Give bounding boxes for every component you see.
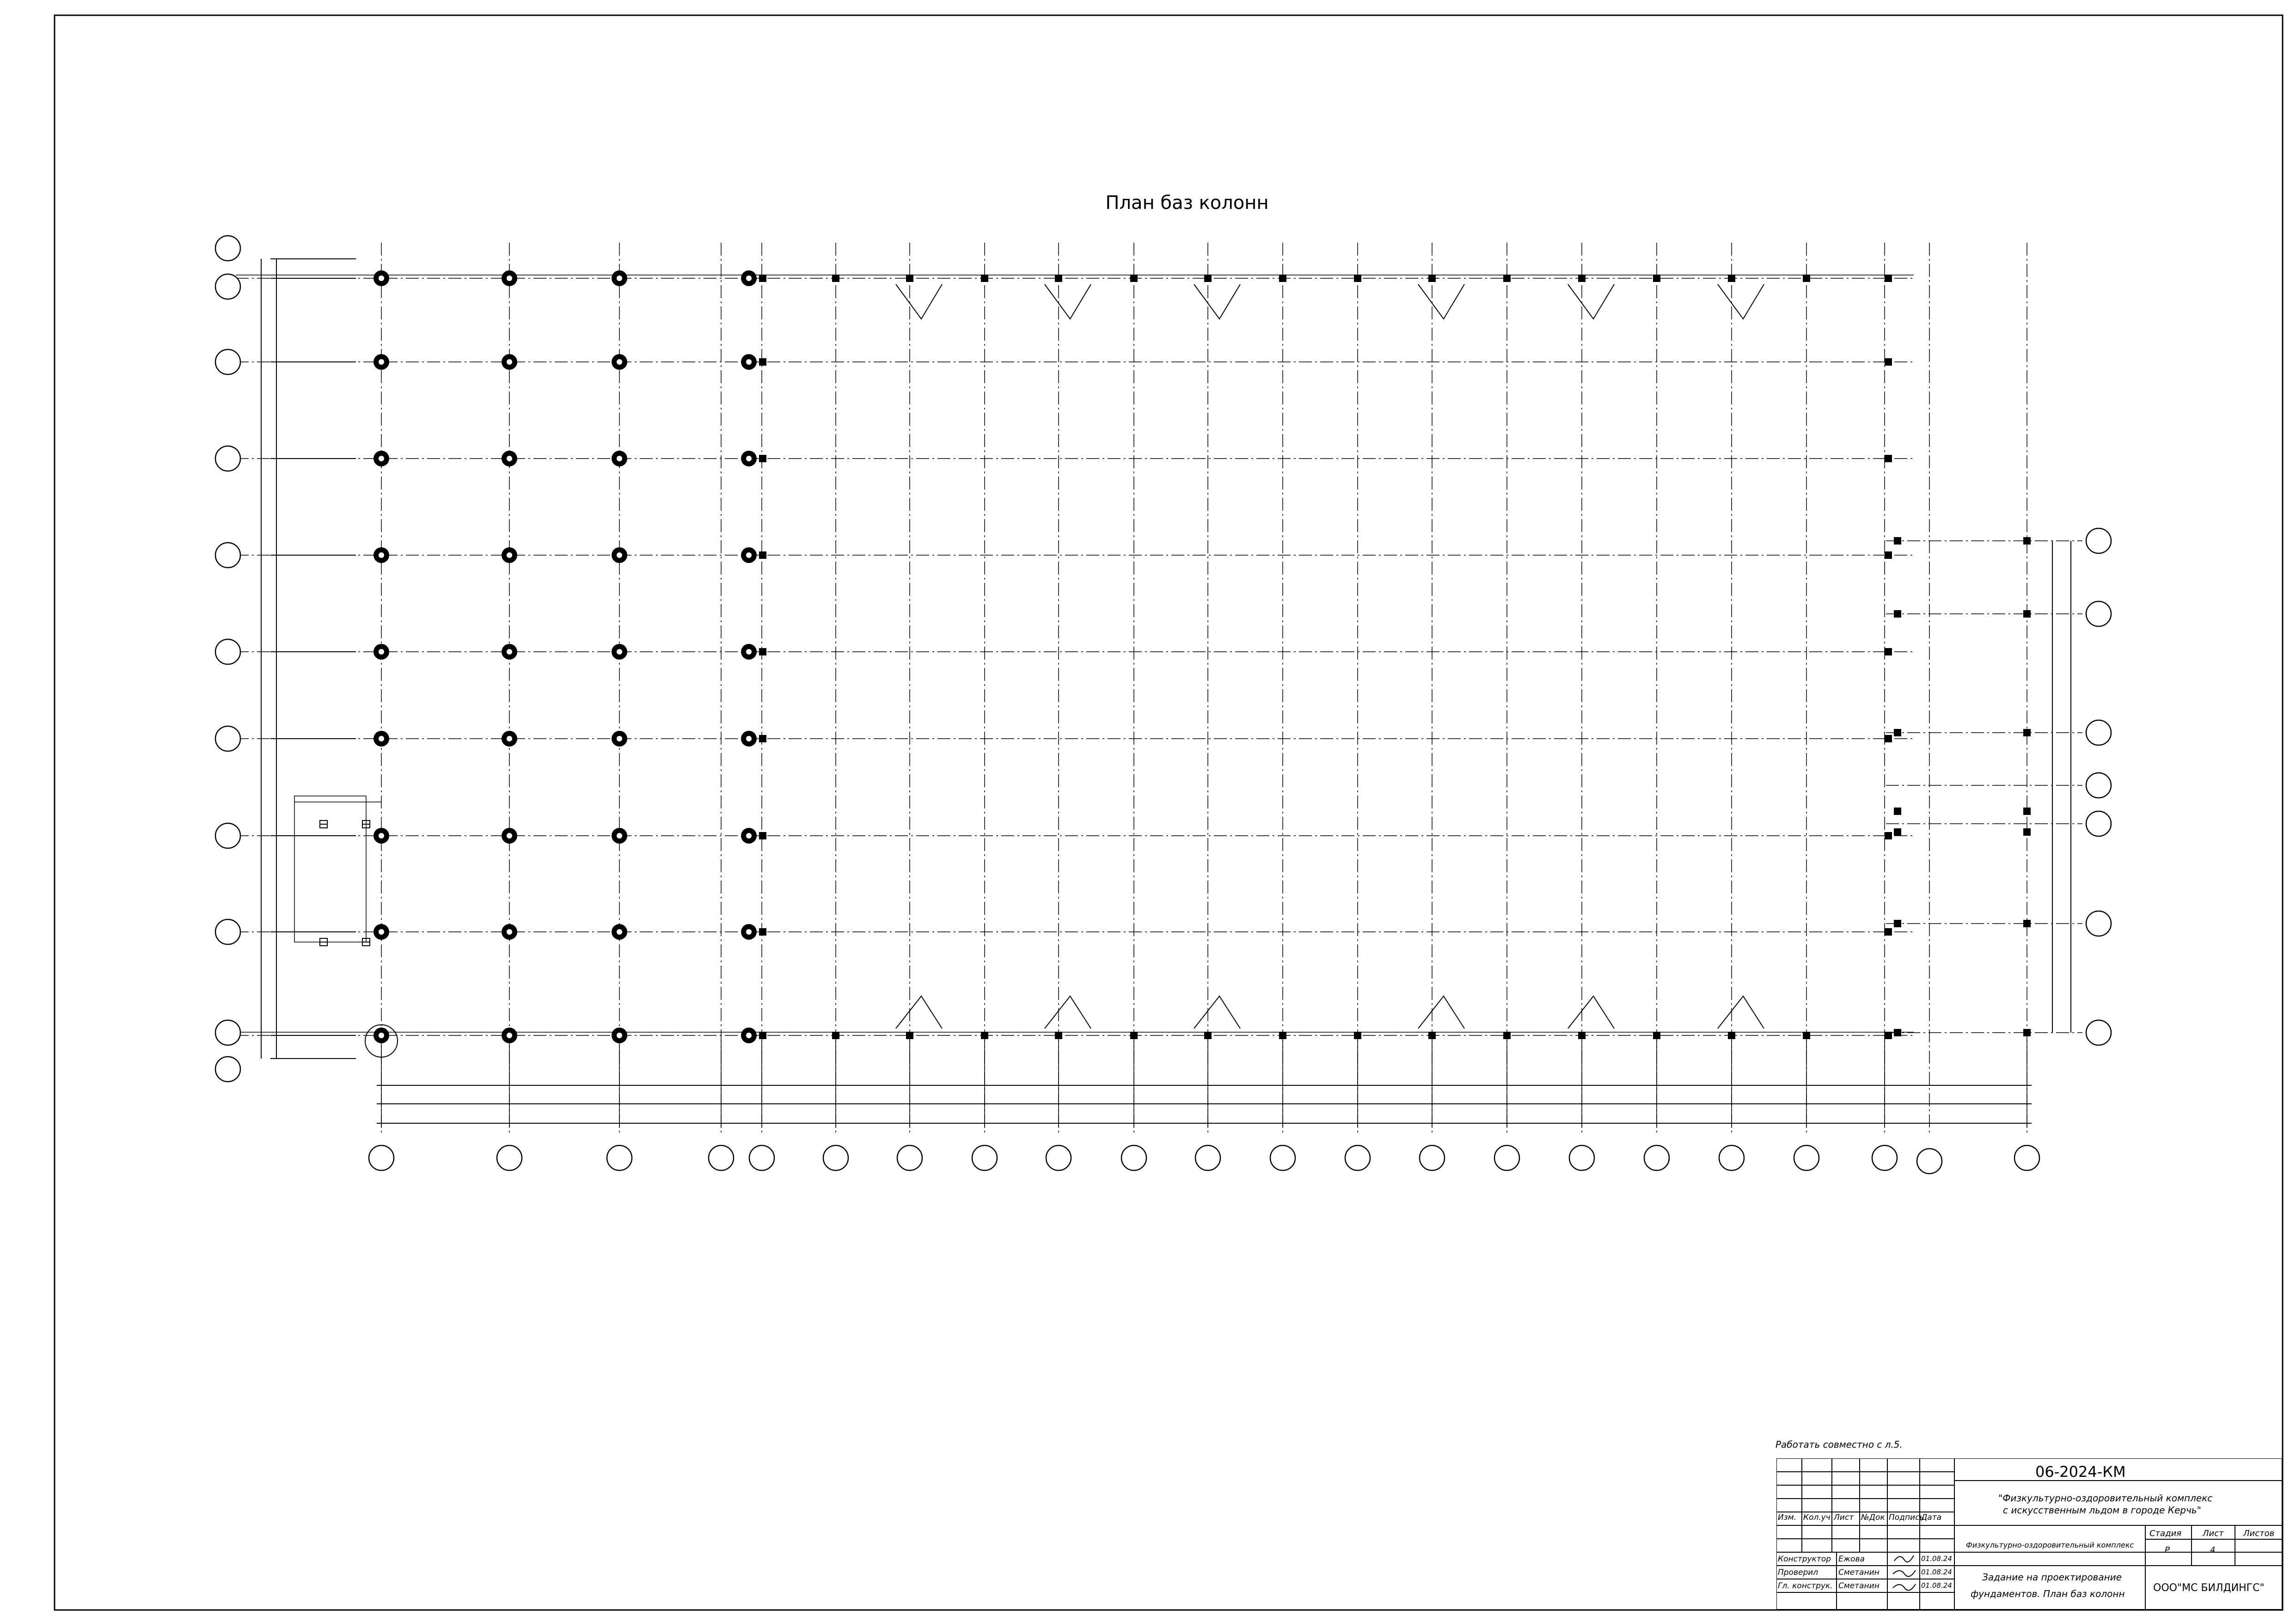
column-base-core-col_b-7 <box>507 929 512 935</box>
column-base-bottom-3 <box>1055 1032 1062 1039</box>
column-base-col_e-6 <box>1885 832 1892 839</box>
column-base-col_e-3 <box>1885 551 1892 559</box>
sheet-value: 4 <box>2210 1545 2216 1555</box>
row-bubble-10 <box>215 1057 240 1082</box>
axis-bubble-16 <box>1644 1145 1669 1170</box>
column-base-top-13 <box>1803 275 1810 282</box>
column-base-core-col_g-5 <box>746 736 752 741</box>
column-base-core-col_g-8 <box>746 1033 752 1038</box>
column-base-col_e-0 <box>1885 275 1892 282</box>
row-bubble-9 <box>215 1020 240 1045</box>
column-base-core-col_g-2 <box>746 456 752 461</box>
column-base-right-8 <box>1894 828 1901 836</box>
axis-bubble-15 <box>1569 1145 1594 1170</box>
column-base-col_d-5 <box>759 735 766 742</box>
note: Работать совместно с л.5. <box>1776 1439 1903 1450</box>
stage-value: Р <box>2165 1545 2170 1555</box>
brace-bottom-1 <box>1045 996 1091 1028</box>
col-ndoc: №Док <box>1861 1513 1885 1522</box>
date-3: 01.08.24 <box>1921 1581 1952 1590</box>
dimension-lines <box>261 259 2071 1128</box>
row-bubble-5 <box>215 639 240 664</box>
brace-top-0 <box>896 284 942 319</box>
signature-3 <box>1893 1584 1916 1590</box>
column-base-top-5 <box>1204 275 1212 282</box>
sheet-title-1: Задание на проектирование <box>1982 1572 2122 1583</box>
column-base-right-12 <box>1894 1029 1901 1036</box>
axis-bubble-5 <box>823 1145 848 1170</box>
column-base-bottom-12 <box>1728 1032 1735 1039</box>
column-base-col_d-1 <box>759 358 766 366</box>
sheet-title-2: фундаментов. План баз колонн <box>1971 1588 2125 1599</box>
name-2: Сметанин <box>1838 1568 1880 1577</box>
axis-bubble-1 <box>497 1145 522 1170</box>
column-base-core-col_v-5 <box>617 736 622 741</box>
right-bubble-0 <box>2086 528 2111 553</box>
sheets-header: Листов <box>2243 1529 2275 1538</box>
sheet-frame <box>55 15 2283 1610</box>
brace-top-1 <box>1045 284 1091 319</box>
column-base-core-col_g-0 <box>746 275 752 281</box>
column-base-bottom-5 <box>1204 1032 1212 1039</box>
column-bases <box>320 270 2031 1057</box>
column-base-top-11 <box>1653 275 1660 282</box>
column-base-core-col_v-2 <box>617 456 622 461</box>
column-base-core-col_v-7 <box>617 929 622 935</box>
axis-bubble-3 <box>709 1145 734 1170</box>
axis-bubble-19 <box>1872 1145 1897 1170</box>
brace-top-2 <box>1194 284 1240 319</box>
column-base-bottom-13 <box>1803 1032 1810 1039</box>
column-base-core-col_v-8 <box>617 1033 622 1038</box>
axis-bubble-10 <box>1195 1145 1220 1170</box>
axis-bubble-13 <box>1420 1145 1445 1170</box>
row-bubble-2 <box>215 349 240 374</box>
date-2: 01.08.24 <box>1921 1568 1952 1576</box>
project-line-1: "Физкультурно-оздоровительный комплекс <box>1998 1493 2213 1504</box>
axis-bubble-7 <box>972 1145 997 1170</box>
column-base-core-col_b-8 <box>507 1033 512 1038</box>
column-base-core-col_a-8 <box>379 1033 384 1038</box>
brace-bottom-4 <box>1568 996 1614 1028</box>
base-labels <box>896 284 1764 1028</box>
axis-bubble-14 <box>1494 1145 1519 1170</box>
column-base-right-4 <box>1894 729 1901 736</box>
axis-gridlines <box>236 243 2082 1132</box>
column-base-core-col_a-1 <box>379 359 384 365</box>
row-bubble-6 <box>215 726 240 751</box>
axis-bubble-20 <box>1917 1149 1942 1174</box>
column-base-top-6 <box>1279 275 1286 282</box>
column-base-col_d-2 <box>759 455 766 462</box>
signature-1 <box>1894 1555 1914 1562</box>
right-bubble-3 <box>2086 773 2111 798</box>
column-base-core-col_g-3 <box>746 552 752 558</box>
column-base-col_e-5 <box>1885 735 1892 742</box>
axis-bubble-12 <box>1345 1145 1370 1170</box>
row-bubble-4 <box>215 543 240 568</box>
column-base-core-col_b-1 <box>507 359 512 365</box>
column-base-col_e-7 <box>1885 928 1892 936</box>
column-base-bottom-11 <box>1653 1032 1660 1039</box>
inset-frame <box>294 796 366 942</box>
column-base-top-9 <box>1503 275 1511 282</box>
column-base-col_e-8 <box>1885 1032 1892 1039</box>
name-1: Ежова <box>1838 1555 1865 1564</box>
axis-bubble-21 <box>2014 1145 2039 1170</box>
column-base-top-4 <box>1130 275 1138 282</box>
column-base-core-col_b-6 <box>507 833 512 839</box>
right-bubble-1 <box>2086 601 2111 626</box>
signature-2 <box>1893 1570 1916 1576</box>
column-base-top-0 <box>832 275 839 282</box>
column-base-core-col_v-1 <box>617 359 622 365</box>
col-podpis: Подпись <box>1889 1513 1924 1522</box>
column-base-core-col_a-6 <box>379 833 384 839</box>
column-base-bottom-10 <box>1578 1032 1586 1039</box>
column-base-core-col_a-4 <box>379 649 384 655</box>
column-base-bottom-2 <box>981 1032 988 1039</box>
axis-bubble-2 <box>607 1145 632 1170</box>
column-base-right-3 <box>2023 610 2031 618</box>
date-1: 01.08.24 <box>1921 1555 1952 1563</box>
column-base-right-9 <box>2023 828 2031 836</box>
column-base-top-2 <box>981 275 988 282</box>
column-base-bottom-0 <box>832 1032 839 1039</box>
column-base-right-7 <box>2023 808 2031 815</box>
column-base-col_d-3 <box>759 551 766 559</box>
role-1: Конструктор <box>1778 1555 1831 1564</box>
right-bubble-4 <box>2086 811 2111 836</box>
column-base-col_d-8 <box>759 1032 766 1039</box>
column-base-core-col_v-6 <box>617 833 622 839</box>
brace-bottom-0 <box>896 996 942 1028</box>
column-base-core-col_v-3 <box>617 552 622 558</box>
column-base-col_e-4 <box>1885 648 1892 655</box>
column-base-right-1 <box>2023 537 2031 545</box>
column-base-core-col_a-7 <box>379 929 384 935</box>
column-base-core-col_g-4 <box>746 649 752 655</box>
col-data: Дата <box>1921 1513 1942 1522</box>
column-base-bottom-4 <box>1130 1032 1138 1039</box>
col-list: Лист <box>1834 1513 1854 1522</box>
column-base-top-8 <box>1428 275 1436 282</box>
column-base-col_e-1 <box>1885 358 1892 366</box>
brace-bottom-2 <box>1194 996 1240 1028</box>
sheet-header: Лист <box>2203 1529 2224 1538</box>
column-base-core-col_g-6 <box>746 833 752 839</box>
column-base-right-2 <box>1894 610 1901 618</box>
column-base-top-10 <box>1578 275 1586 282</box>
column-base-top-12 <box>1728 275 1735 282</box>
column-base-core-col_a-2 <box>379 456 384 461</box>
col-koluch: Кол.уч <box>1803 1513 1831 1522</box>
role-2: Проверил <box>1778 1568 1818 1577</box>
column-base-col_d-0 <box>759 275 766 282</box>
column-base-right-5 <box>2023 729 2031 736</box>
brace-top-3 <box>1418 284 1464 319</box>
column-base-top-7 <box>1354 275 1361 282</box>
column-base-core-col_b-2 <box>507 456 512 461</box>
row-bubble-1 <box>215 274 240 299</box>
column-base-bottom-1 <box>906 1032 913 1039</box>
axis-bubble-9 <box>1121 1145 1146 1170</box>
column-base-bottom-9 <box>1503 1032 1511 1039</box>
column-base-top-1 <box>906 275 913 282</box>
plan-title: План баз колонн <box>1105 192 1269 214</box>
company: ООО"МС БИЛДИНГС" <box>2153 1582 2265 1594</box>
brace-bottom-3 <box>1418 996 1464 1028</box>
column-base-core-col_a-3 <box>379 552 384 558</box>
axis-bubbles <box>215 236 2111 1174</box>
name-3: Сметанин <box>1838 1581 1880 1591</box>
col-izm: Изм. <box>1778 1513 1796 1522</box>
column-base-col_d-6 <box>759 832 766 839</box>
column-base-bottom-6 <box>1279 1032 1286 1039</box>
row-bubble-3 <box>215 446 240 471</box>
column-base-bottom-8 <box>1428 1032 1436 1039</box>
column-base-bottom-7 <box>1354 1032 1361 1039</box>
column-base-core-col_a-0 <box>379 275 384 281</box>
column-base-core-col_v-4 <box>617 649 622 655</box>
column-base-col_d-4 <box>759 648 766 655</box>
column-base-right-13 <box>2023 1029 2031 1036</box>
column-base-right-11 <box>2023 920 2031 927</box>
project-line-2: с искусственным льдом в городе Керчь" <box>2003 1505 2201 1516</box>
right-bubble-2 <box>2086 720 2111 745</box>
axis-bubble-0 <box>369 1145 394 1170</box>
brace-bottom-5 <box>1718 996 1764 1028</box>
building-name: Физкультурно-оздоровительный комплекс <box>1966 1541 2134 1549</box>
column-base-core-col_g-7 <box>746 929 752 935</box>
stage-header: Стадия <box>2149 1529 2182 1538</box>
axis-bubble-18 <box>1794 1145 1819 1170</box>
row-bubble-8 <box>215 919 240 944</box>
row-bubble-7 <box>215 823 240 848</box>
row-bubble-0 <box>215 236 240 261</box>
column-base-core-col_b-0 <box>507 275 512 281</box>
column-base-core-col_g-1 <box>746 359 752 365</box>
axis-bubble-4 <box>749 1145 774 1170</box>
brace-top-5 <box>1718 284 1764 319</box>
column-base-core-col_b-4 <box>507 649 512 655</box>
column-base-core-col_v-0 <box>617 275 622 281</box>
axis-bubble-8 <box>1046 1145 1071 1170</box>
right-bubble-5 <box>2086 911 2111 936</box>
role-3: Гл. конструк. <box>1778 1581 1833 1591</box>
column-base-right-0 <box>1894 537 1901 545</box>
column-base-core-col_a-5 <box>379 736 384 741</box>
axis-bubble-11 <box>1270 1145 1295 1170</box>
brace-top-4 <box>1568 284 1614 319</box>
column-base-core-col_b-5 <box>507 736 512 741</box>
doc-code: 06-2024-КМ <box>2035 1463 2126 1481</box>
column-base-top-3 <box>1055 275 1062 282</box>
right-bubble-6 <box>2086 1020 2111 1045</box>
column-base-right-6 <box>1894 808 1901 815</box>
axis-bubble-6 <box>897 1145 922 1170</box>
axis-bubble-17 <box>1719 1145 1744 1170</box>
column-base-col_e-2 <box>1885 455 1892 462</box>
column-base-right-10 <box>1894 920 1901 927</box>
title-block <box>1776 1439 2282 1610</box>
column-base-col_d-7 <box>759 928 766 936</box>
column-base-core-col_b-3 <box>507 552 512 558</box>
